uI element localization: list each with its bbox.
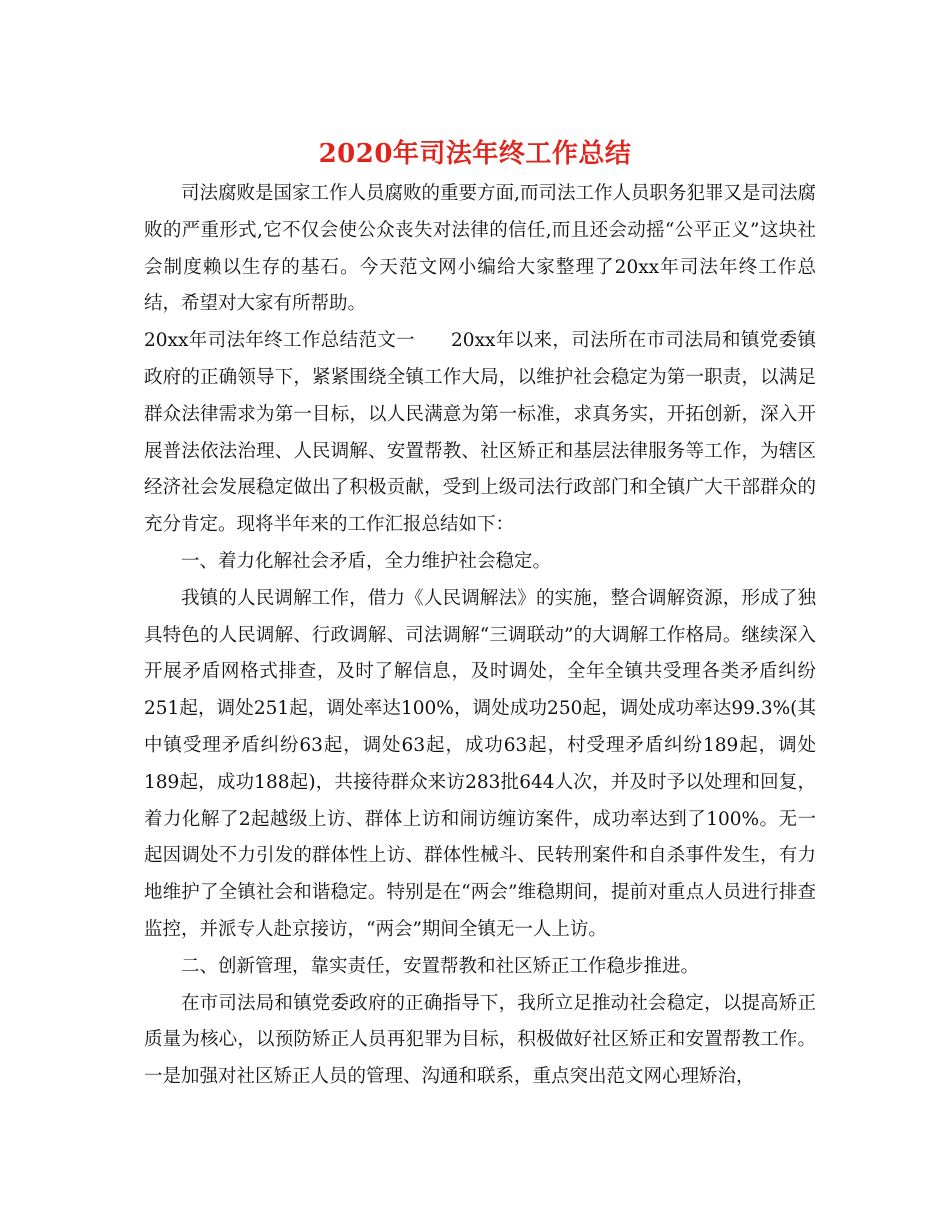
section-paragraph-1: 我镇的人民调解工作，借力《人民调解法》的实施，整合调解资源，形成了独具特色的人民调解、行政调解、司法调解“三调联动”的大调解工作格局。继续深入开展矛盾网格式排查，及时了解信息，及时调处，全年全镇共受理各类矛盾纠纷251起，调处251起，调处率达100%，调处成功250起，调处成功率达99.3%(其中镇受理矛盾纠纷63起，调处63起，成功63起，村受理矛盾纠纷189起，调处189起，成功188起)，共接待群众来访283批644人次，并及时予以处理和回复，着力化解了2起越级上访、群体上访和闹访缠访案件，成功率达到了100%。无一起因调处不力引发的群体性上访、群体性械斗、民转刑案件和自杀事件发生，有力地维护了全镇社会和谐稳定。特别是在“两会”维稳期间，提前对重点人员进行排查监控，并派专人赴京接访，“两会”期间全镇无一人上访。 (144, 587, 816, 940)
sample-label: 20xx年司法年终工作总结范文一 (144, 330, 416, 352)
sample-body: 20xx年以来，司法所在市司法局和镇党委镇政府的正确领导下，紧紧围绕全镇工作大局，以维护社会稳定为第一职责，以满足群众法律需求为第一目标，以人民满意为第一标准，求真务实，开拓创新，深入开展普法依法治理、人民调解、安置帮教、社区矫正和基层法律服务等工作，为辖区经济社会发展稳定做出了积极贡献，受到上级司法行政部门和全镇广大干部群众的充分肯定。现将半年来的工作汇报总结如下： (144, 330, 816, 536)
section-heading-2: 二、创新管理，靠实责任，安置帮教和社区矫正工作稳步推进。 (181, 955, 700, 977)
section-paragraph-2: 在市司法局和镇党委政府的正确指导下，我所立足推动社会稳定，以提高矫正质量为核心，以预防矫正人员再犯罪为目标，积极做好社区矫正和安置帮教工作。一是加强对社区矫正人员的管理、沟通和联系，重点突出范文网心理矫治， (144, 992, 816, 1088)
intro-paragraph: 司法腐败是国家工作人员腐败的重要方面,而司法工作人员职务犯罪又是司法腐败的严重形式,它不仅会使公众丧失对法律的信任,而且还会动摇“公平正义”这块社会制度赖以生存的基石。今天范文网小编给大家整理了20xx年司法年终工作总结，希望对大家有所帮助。 (144, 183, 816, 315)
sample-paragraph (144, 323, 816, 544)
section-heading-1: 一、着力化解社会矛盾，全力维护社会稳定。 (181, 550, 552, 572)
document-body (144, 176, 816, 1096)
page-title: 2020年司法年终工作总结 (318, 139, 632, 169)
